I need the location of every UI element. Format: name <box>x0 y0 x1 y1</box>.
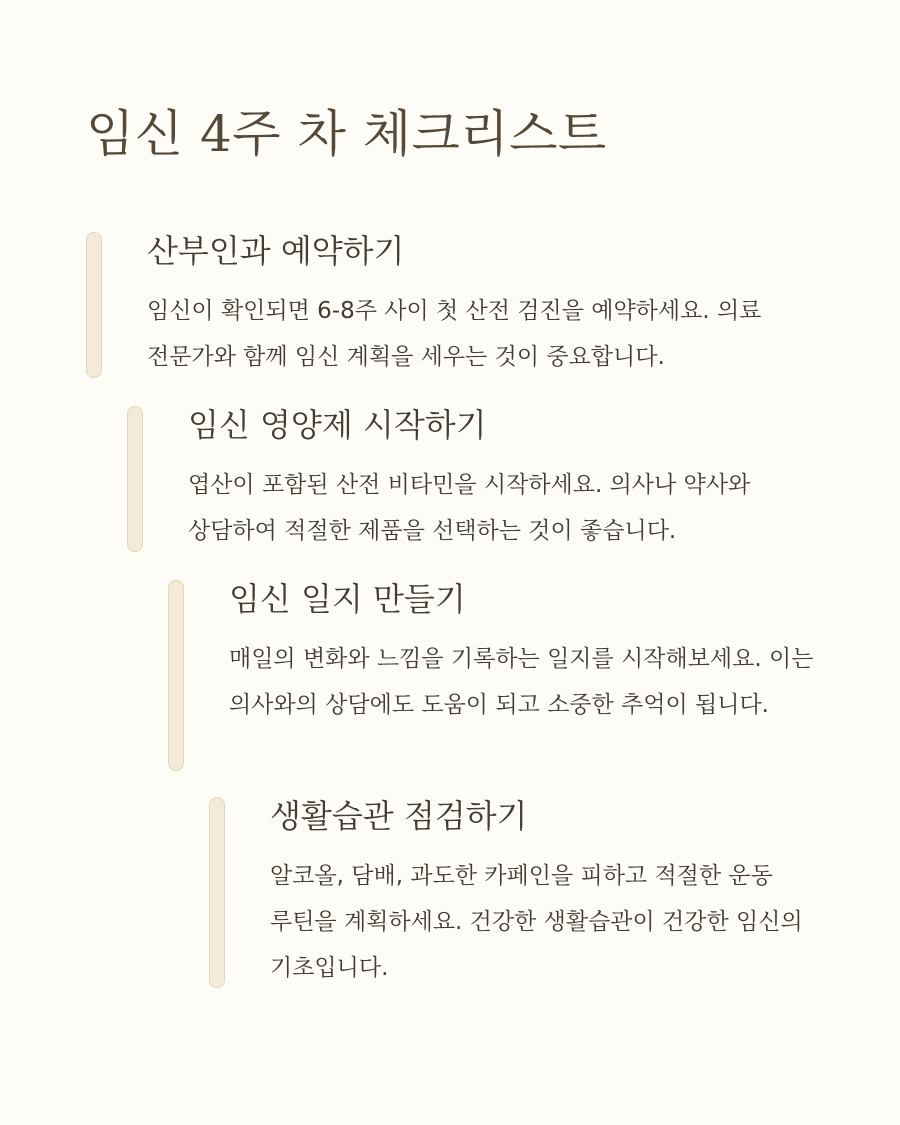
item-description: 엽산이 포함된 산전 비타민을 시작하세요. 의사나 약사와 상담하여 적절한 제품을 선택하는 것이 좋습니다. <box>188 472 751 544</box>
item-accent-bar <box>209 797 225 988</box>
page-title: 임신 4주 차 체크리스트 <box>86 105 607 163</box>
item-title: 임신 영양제 시작하기 <box>188 406 487 444</box>
checklist-item <box>127 406 817 554</box>
item-description: 알코올, 담배, 과도한 카페인을 피하고 적절한 운동 루틴을 계획하세요. 건강한 생활습관이 건강한 임신의 기초입니다. <box>270 863 803 981</box>
checklist-item <box>86 232 816 380</box>
item-accent-bar <box>168 580 184 771</box>
item-title: 생활습관 점검하기 <box>270 797 528 835</box>
item-title: 임신 일지 만들기 <box>229 580 466 618</box>
checklist-item <box>209 797 819 989</box>
item-description: 매일의 변화와 느낌을 기록하는 일지를 시작해보세요. 이는 의사와의 상담에도 도움이 되고 소중한 추억이 됩니다. <box>229 646 814 718</box>
checklist-item <box>168 580 818 772</box>
item-title: 산부인과 예약하기 <box>147 232 405 270</box>
item-accent-bar <box>86 232 102 378</box>
item-accent-bar <box>127 406 143 552</box>
item-description: 임신이 확인되면 6-8주 사이 첫 산전 검진을 예약하세요. 의료 전문가와 함께 임신 계획을 세우는 것이 중요합니다. <box>147 298 762 370</box>
